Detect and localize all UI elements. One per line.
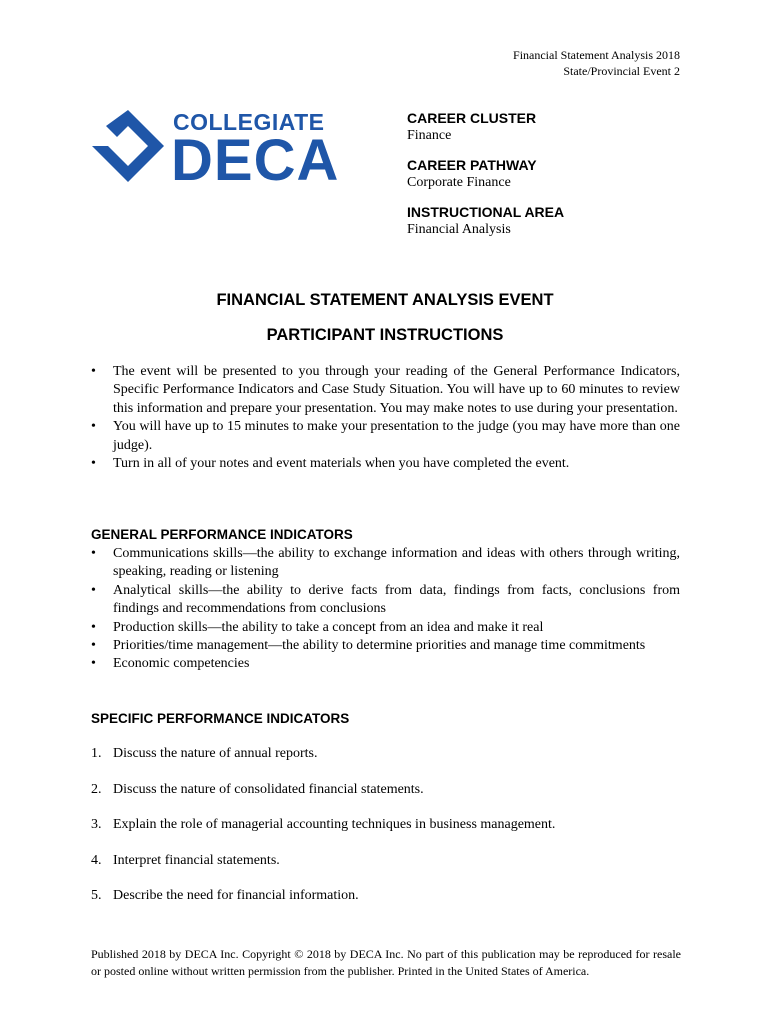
- instructional-area-value: Financial Analysis: [407, 222, 511, 237]
- indicator-text: Discuss the nature of annual reports.: [113, 746, 318, 761]
- list-item: [91, 582, 680, 619]
- list-item: [91, 816, 555, 852]
- header-event-category: State/Provincial Event 2: [563, 64, 680, 78]
- general-performance-heading: GENERAL PERFORMANCE INDICATORS: [91, 527, 353, 542]
- list-item: [91, 781, 555, 817]
- career-pathway: [407, 157, 564, 192]
- item-number: 1.: [91, 746, 102, 761]
- career-pathway-label: CAREER PATHWAY: [407, 157, 537, 173]
- collegiate-deca-logo: [92, 108, 360, 184]
- career-pathway-value: Corporate Finance: [407, 175, 511, 190]
- event-title: FINANCIAL STATEMENT ANALYSIS EVENT: [216, 291, 554, 309]
- bullet-icon: •: [91, 546, 96, 561]
- item-number: 2.: [91, 781, 102, 797]
- list-item: [91, 363, 680, 418]
- participant-instructions-list: [91, 363, 680, 473]
- career-info: [407, 110, 564, 251]
- bullet-icon: •: [91, 619, 96, 635]
- item-number: 5.: [91, 888, 102, 903]
- bullet-icon: •: [91, 456, 96, 472]
- instructional-area-label: INSTRUCTIONAL AREA: [407, 204, 565, 220]
- bullet-icon: •: [91, 638, 96, 654]
- logo-top-word: COLLEGIATE: [173, 109, 325, 135]
- specific-performance-list: [91, 745, 555, 923]
- bullet-icon: •: [91, 656, 96, 672]
- bullet-icon: •: [91, 364, 96, 379]
- indicator-text: Communications skills—the ability to exchange information and ideas with others through writing, speaking, reading or listening: [113, 546, 680, 580]
- list-item: [91, 418, 680, 455]
- indicator-text: Discuss the nature of consolidated financial statements.: [113, 781, 424, 797]
- indicator-text: Priorities/time management—the ability to determine priorities and manage time commitments: [113, 638, 646, 654]
- career-cluster: [407, 110, 564, 145]
- item-number: 3.: [91, 817, 102, 832]
- career-cluster-value: Finance: [407, 128, 452, 143]
- list-item: [91, 619, 680, 637]
- indicator-text: Production skills—the ability to take a concept from an idea and make it real: [113, 619, 544, 635]
- list-item: [91, 455, 680, 473]
- career-cluster-label: CAREER CLUSTER: [407, 110, 537, 126]
- instructions-title: PARTICIPANT INSTRUCTIONS: [266, 326, 504, 344]
- instruction-text: The event will be presented to you through your reading of the General Performance Indicators, Specific Performance Indicators and Case Study Situation. You will have up to 60 minutes to review this information and prepare your presentation. You may make notes to use during your presentation.: [113, 364, 680, 416]
- bullet-icon: •: [91, 419, 96, 435]
- list-item: [91, 887, 555, 923]
- header-event-title: Financial Statement Analysis 2018: [513, 48, 680, 62]
- list-item: [91, 852, 555, 888]
- general-performance-list: [91, 545, 680, 674]
- list-item: [91, 745, 555, 781]
- list-item: [91, 545, 680, 582]
- list-item: [91, 655, 680, 673]
- page-header: [513, 47, 680, 79]
- instruction-text: Turn in all of your notes and event materials when you have completed the event.: [113, 456, 570, 472]
- indicator-text: Interpret financial statements.: [113, 852, 280, 868]
- instructional-area: [407, 204, 564, 239]
- logo-main-word: DECA: [171, 128, 340, 184]
- indicator-text: Economic competencies: [113, 656, 250, 672]
- bullet-icon: •: [91, 582, 96, 598]
- list-item: [91, 637, 680, 655]
- item-number: 4.: [91, 852, 102, 868]
- indicator-text: Describe the need for financial information.: [113, 888, 359, 903]
- instruction-text: You will have up to 15 minutes to make your presentation to the judge (you may have more than one judge).: [113, 419, 680, 453]
- indicator-text: Explain the role of managerial accounting techniques in business management.: [113, 817, 556, 832]
- indicator-text: Analytical skills—the ability to derive facts from data, findings from facts, conclusions from findings and recommendations from conclusions: [113, 582, 680, 617]
- specific-performance-heading: SPECIFIC PERFORMANCE INDICATORS: [91, 711, 350, 726]
- copyright-footer: Published 2018 by DECA Inc. Copyright © 2018 by DECA Inc. No part of this publication may be reproduced for resale or posted online without written permission from the publisher. Printed in the United States of America.: [91, 947, 681, 978]
